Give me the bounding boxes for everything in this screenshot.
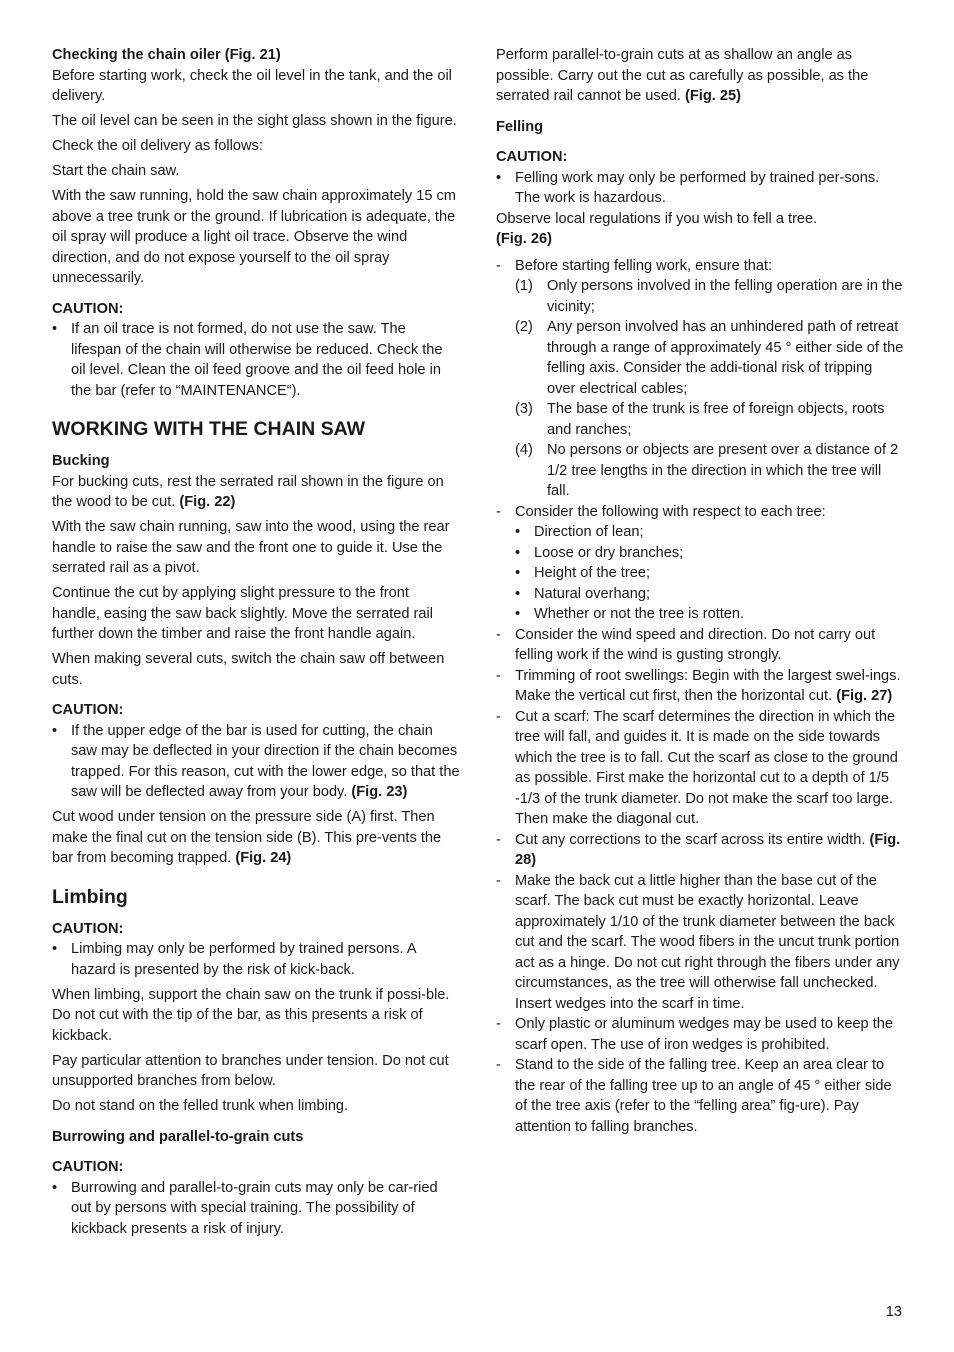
dash-mark: - (496, 1057, 501, 1073)
sub-bullet (515, 522, 904, 543)
bucking-p5-text: Cut wood under tension on the pressure side (A) first. Then make the final cut on the tension side (B). This pre-vents the bar from becoming trapped. (52, 809, 442, 866)
felling-dash-9-text: Stand to the side of the falling tree. Keep an area clear to the rear of the falling tree up to an angle of 45 ° either side of the tree axis (refer to the “felling area” fig-ure). Pay attention to falling branches. (515, 1057, 892, 1135)
bucking-p4: When making several cuts, switch the chain saw off between cuts. (52, 651, 445, 688)
sub-bullet-text: Direction of lean; (534, 524, 644, 540)
limbing-caution-bullet (52, 939, 460, 980)
bucking-heading: Bucking (52, 453, 110, 469)
felling-caution-text: Felling work may only be performed by trained per-sons. The work is hazardous. (515, 169, 880, 206)
sub-bullet (515, 563, 904, 584)
burrowing-heading: Burrowing and parallel-to-grain cuts (52, 1128, 304, 1145)
limbing-p2: Pay particular attention to branches under tension. Do not cut unsupported branches from below. (52, 1052, 449, 1089)
fig-ref: (Fig. 25) (685, 88, 741, 104)
limbing-p3: Do not stand on the felled trunk when limbing. (52, 1098, 349, 1114)
oiler-p2: The oil level can be seen in the sight glass shown in the figure. (52, 113, 457, 129)
fig-ref: (Fig. 27) (836, 688, 893, 704)
item-number: (3) (515, 401, 533, 417)
right-column (496, 45, 904, 1137)
parallel-p1 (496, 45, 904, 107)
item-text: Any person involved has an unhindered path of retreat through a range of approximately 45 ° either side of the felling axis. Consider the addi-tional risk of tripping over electrical cables; (547, 319, 904, 397)
felling-dash-1-text: Before starting felling work, ensure that: (515, 257, 773, 274)
oiler-caution-bullet (52, 319, 460, 401)
bucking-caution-bullet (52, 721, 460, 803)
burrowing-caution-text: Burrowing and parallel-to-grain cuts may only be car-ried out by persons with special training. The possibility of kickback presents a risk of injury. (71, 1179, 438, 1237)
item-number: (2) (515, 319, 533, 335)
numbered-item (515, 440, 904, 502)
numbered-item (515, 399, 904, 440)
felling-dash-4-text: Trimming of root swellings: Begin with the largest swel-ings. Make the vertical cut first, then the horizontal cut. (515, 667, 901, 704)
felling-heading: Felling (496, 118, 544, 135)
sub-bullet (515, 604, 904, 625)
felling-dash-5 (496, 707, 904, 830)
felling-dash-7-text: Make the back cut a little higher than the base cut of the scarf. The back cut must be exactly horizontal. Leave approximately 1/10 of the trunk diameter between the back cut and the scarf. The wood fibers in the uncut trunk portion act as a hinge. Do not cut right through the fibers under any circumstances, as the tree will otherwise fall unchecked. Insert wedges into the scarf in time. (515, 872, 900, 1012)
fig-ref: (Fig. 24) (235, 850, 292, 866)
felling-caution: CAUTION: (496, 149, 568, 165)
felling-dash-8-text: Only plastic or aluminum wedges may be used to keep the scarf open. The use of iron wedges is prohibited. (515, 1016, 894, 1053)
felling-dash-8 (496, 1014, 904, 1055)
oiler-caution-text: If an oil trace is not formed, do not use the saw. The lifespan of the chain will otherwise be reduced. Check the oil level. Clean the oil feed groove and the oil feed hole in the bar (refer to “MAINTENANCE“). (71, 321, 443, 399)
bucking-caution-text: If the upper edge of the bar is used for cutting, the chain saw may be deflected in your direction if the chain becomes trapped. For this reason, cut with the lower edge, so that the saw will be deflected away from your body. (71, 722, 460, 800)
felling-dash-2-text: Consider the following with respect to each tree: (515, 503, 826, 520)
numbered-item (515, 276, 904, 317)
fig-ref: (Fig. 28) (515, 831, 901, 868)
burrowing-caution: CAUTION: (52, 1159, 124, 1175)
left-column (52, 45, 460, 1244)
felling-observe: Observe local regulations if you wish to fell a tree. (496, 210, 818, 227)
dash-mark: - (496, 667, 501, 684)
dash-mark: - (496, 257, 501, 274)
oiler-p1: Before starting work, check the oil level in the tank, and the oil delivery. (52, 67, 452, 104)
dash-mark: - (496, 831, 501, 848)
bucking-p1-text: For bucking cuts, rest the serrated rail shown in the figure on the wood to be cut. (52, 473, 444, 510)
bullet-mark: • (52, 941, 58, 957)
bullet-mark: • (515, 524, 521, 540)
sub-bullet (515, 543, 904, 564)
felling-dash-3-text: Consider the wind speed and direction. Do not carry out felling work if the wind is gusting strongly. (515, 626, 876, 663)
bullet-mark: • (496, 169, 502, 186)
bucking-caution: CAUTION: (52, 702, 124, 718)
oiler-p3: Check the oil delivery as follows: (52, 138, 263, 154)
bullet-mark: • (515, 544, 521, 561)
dash-mark: - (496, 708, 501, 725)
page-number: 13 (885, 1304, 902, 1320)
dash-mark: - (496, 503, 501, 520)
dash-mark: - (496, 626, 501, 643)
limbing-caution-text: Limbing may only be performed by trained persons. A hazard is presented by the risk of kick-back. (71, 941, 416, 978)
item-text: The base of the trunk is free of foreign objects, roots and ranches; (547, 401, 885, 438)
felling-dash-2 (496, 502, 904, 523)
felling-dash-4 (496, 666, 904, 707)
fig-ref: (Fig. 22) (179, 494, 236, 510)
item-number: (1) (515, 278, 533, 294)
numbered-item (515, 317, 904, 399)
felling-dash-3 (496, 625, 904, 666)
sub-bullet (515, 584, 904, 605)
dash-mark: - (496, 872, 501, 889)
felling-observe-fig: (Fig. 26) (496, 231, 552, 247)
sub-bullet-text: Whether or not the tree is rotten. (534, 606, 745, 622)
felling-dash-9 (496, 1055, 904, 1137)
sub-bullet-text: Natural overhang; (534, 585, 651, 602)
bullet-mark: • (515, 565, 521, 581)
bucking-p3: Continue the cut by applying slight pressure to the front handle, easing the saw back slightly. Move the serrated rail further down the timber and raise the front handle again. (52, 585, 433, 642)
felling-dash-6-text: Cut any corrections to the scarf across its entire width. (515, 831, 866, 848)
bucking-p2: With the saw chain running, saw into the wood, using the rear handle to raise the saw and the front one to guide it. Use the serrated rail as a pivot. (52, 519, 450, 576)
burrowing-caution-bullet (52, 1178, 460, 1240)
sub-bullet-text: Loose or dry branches; (534, 544, 684, 561)
felling-dash-6 (496, 830, 904, 871)
bucking-p1 (52, 472, 460, 513)
dash-mark: - (496, 1016, 501, 1032)
oiler-caution: CAUTION: (52, 300, 124, 317)
oiler-heading: Checking the chain oiler (Fig. 21) (52, 47, 281, 63)
sub-bullet-text: Height of the tree; (534, 565, 651, 581)
bullet-mark: • (515, 606, 521, 622)
bullet-mark: • (52, 321, 58, 337)
bucking-p5 (52, 807, 460, 869)
bullet-mark: • (515, 585, 521, 602)
limbing-heading: Limbing (52, 885, 128, 908)
fig-ref: (Fig. 23) (351, 784, 408, 800)
bullet-mark: • (52, 1179, 58, 1196)
oiler-p4: Start the chain saw. (52, 163, 180, 179)
limbing-p1: When limbing, support the chain saw on the trunk if possi-ble. Do not cut with the tip of the bar, as this presents a risk of kickback. (52, 986, 450, 1044)
item-number: (4) (515, 442, 533, 458)
working-heading: WORKING WITH THE CHAIN SAW (52, 418, 366, 440)
oiler-p5: With the saw running, hold the saw chain approximately 15 cm above a tree trunk or the ground. If lubrication is adequate, the oil spray will produce a light oil trace. Observe the wind direction, and do not expose yourself to the oil spray unnecessarily. (52, 188, 456, 286)
limbing-caution: CAUTION: (52, 920, 124, 937)
bullet-mark: • (52, 722, 58, 739)
parallel-p1-text: Perform parallel-to-grain cuts at as shallow an angle as possible. Carry out the cut as carefully as possible, as the serrated rail cannot be used. (496, 47, 869, 104)
felling-dash-7 (496, 871, 904, 1015)
item-text: No persons or objects are present over a distance of 2 1/2 tree lengths in the direction in which the tree will fall. (547, 442, 899, 499)
felling-dash-1 (496, 256, 904, 277)
item-text: Only persons involved in the felling operation are in the vicinity; (547, 278, 903, 315)
felling-caution-bullet (496, 168, 904, 209)
felling-dash-5-text: Cut a scarf: The scarf determines the direction in which the tree will fall, and guides it. It is made on the side towards which the tree is to fall. Cut the scarf as close to the ground as possible. First make the horizontal cut to a depth of 1/5 -1/3 of the trunk diameter. Do not make the scarf too large. Then make the diagonal cut. (515, 708, 898, 827)
